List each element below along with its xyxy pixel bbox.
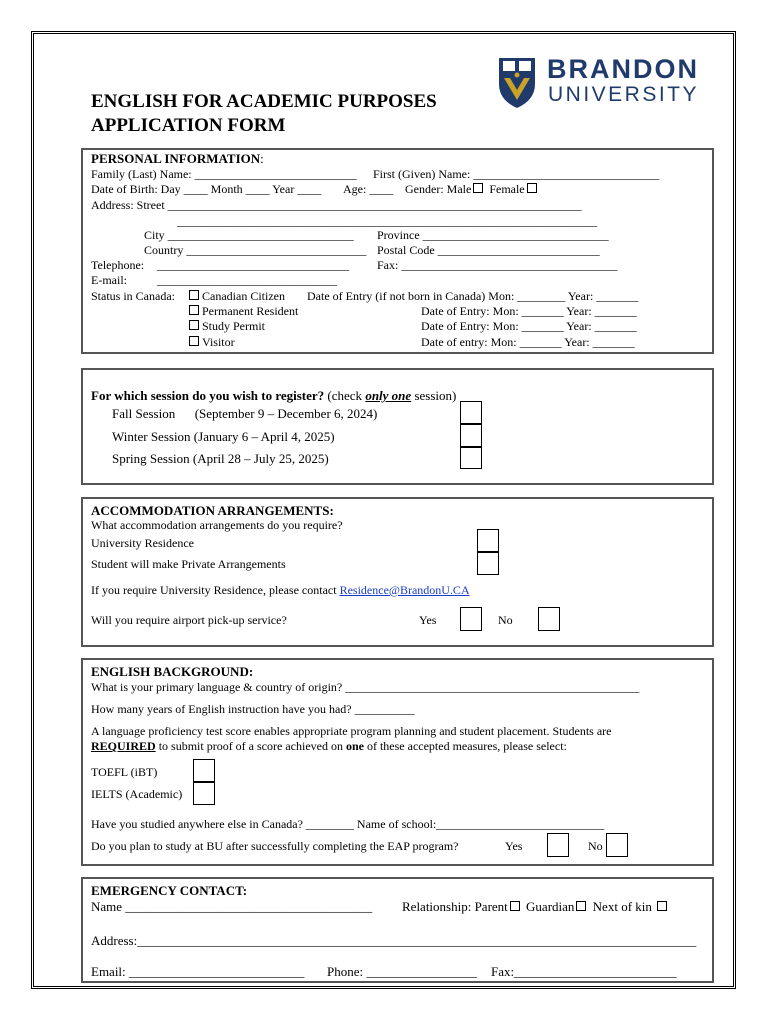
logo-brandon: BRANDON bbox=[547, 54, 699, 84]
dob-field[interactable]: Date of Birth: Day ____ Month ____ Year ____ bbox=[91, 182, 322, 196]
email-field[interactable]: ______________________________ bbox=[157, 273, 337, 287]
pickup-yes-label: Yes bbox=[419, 613, 437, 627]
proficiency-mid: to submit proof of a score achieved on bbox=[155, 739, 346, 753]
status-option-label: Permanent Resident bbox=[202, 304, 299, 318]
logo-university: UNIVERSITY bbox=[548, 83, 700, 106]
relationship-row bbox=[402, 899, 670, 914]
accommodation-heading: ACCOMMODATION ARRANGEMENTS: bbox=[91, 503, 334, 518]
required-text: REQUIRED bbox=[91, 739, 156, 753]
winter-session-checkbox[interactable] bbox=[460, 424, 482, 447]
emergency-phone-field[interactable]: Phone: _________________ bbox=[327, 964, 477, 979]
proficiency-text-line1: A language proficiency test score enables appropriate program planning and student placement. Students are bbox=[91, 724, 612, 738]
canadian-citizen-checkbox[interactable] bbox=[189, 290, 199, 300]
fall-session-checkbox[interactable] bbox=[460, 401, 482, 424]
residence-checkbox[interactable] bbox=[477, 529, 499, 552]
pickup-question: Will you require airport pick-up service? bbox=[91, 613, 287, 627]
status-entry-date[interactable]: Date of entry: Mon: _______ Year: _______ bbox=[421, 335, 635, 349]
province-field[interactable]: Province _______________________________ bbox=[377, 228, 609, 242]
pickup-yes-checkbox[interactable] bbox=[460, 607, 482, 631]
gender-label: Gender: Male bbox=[405, 182, 472, 196]
male-checkbox[interactable] bbox=[473, 183, 483, 193]
gender-row bbox=[405, 182, 540, 196]
guardian-checkbox[interactable] bbox=[576, 901, 586, 911]
permanent-resident-checkbox[interactable] bbox=[189, 305, 199, 315]
session-question-em: only one bbox=[365, 388, 412, 403]
plan-no-checkbox[interactable] bbox=[606, 833, 628, 857]
residence-email-link[interactable]: Residence@BrandonU.CA bbox=[339, 583, 470, 597]
street-field[interactable]: Address: Street _____________________________________________________________________ bbox=[91, 198, 582, 212]
form-title-line2: APPLICATION FORM bbox=[91, 115, 286, 136]
guardian-label: Guardian bbox=[526, 899, 575, 914]
family-name-field[interactable]: Family (Last) Name: ___________________________ bbox=[91, 167, 357, 181]
emergency-name-field[interactable]: Name ______________________________________ bbox=[91, 899, 373, 914]
telephone-field[interactable]: ________________________________ bbox=[157, 258, 349, 272]
address-line2-field[interactable]: ______________________________________________________________________ bbox=[177, 214, 597, 228]
plan-no-label: No bbox=[588, 839, 603, 853]
parent-checkbox[interactable] bbox=[510, 901, 520, 911]
private-arrangements-checkbox[interactable] bbox=[477, 552, 499, 575]
personal-info-heading bbox=[91, 151, 264, 166]
residence-contact bbox=[91, 583, 470, 597]
status-entry-date[interactable]: Date of Entry: Mon: _______ Year: _______ bbox=[421, 319, 637, 333]
private-option-label: Student will make Private Arrangements bbox=[91, 557, 286, 571]
pickup-no-label: No bbox=[498, 613, 513, 627]
personal-info-heading-colon: : bbox=[260, 151, 264, 166]
session-question-pre: (check bbox=[324, 388, 366, 403]
accommodation-question: What accommodation arrangements do you require? bbox=[91, 518, 343, 532]
session-section bbox=[81, 368, 714, 485]
proficiency-end: of these accepted measures, please select: bbox=[363, 739, 567, 753]
status-option-label: Study Permit bbox=[202, 319, 266, 333]
personal-info-heading-text: PERSONAL INFORMATION bbox=[91, 151, 261, 166]
proficiency-text-line2 bbox=[91, 739, 567, 753]
female-label: Female bbox=[489, 182, 525, 196]
status-option bbox=[187, 335, 235, 349]
city-field[interactable]: City _______________________________ bbox=[144, 228, 354, 242]
plan-yes-label: Yes bbox=[505, 839, 523, 853]
female-checkbox[interactable] bbox=[527, 183, 537, 193]
brandon-university-logo bbox=[495, 54, 705, 112]
pickup-no-checkbox[interactable] bbox=[538, 607, 560, 631]
status-entry-date[interactable]: Date of Entry (if not born in Canada) Mon: ________ Year: _______ bbox=[307, 289, 639, 303]
country-field[interactable]: Country ______________________________ bbox=[144, 243, 367, 257]
plan-yes-checkbox[interactable] bbox=[547, 833, 569, 857]
visitor-checkbox[interactable] bbox=[189, 336, 199, 346]
ielts-checkbox[interactable] bbox=[193, 782, 215, 805]
emergency-address-field[interactable]: Address:______________________________________________________________________________________ bbox=[91, 933, 697, 948]
status-label: Status in Canada: bbox=[91, 289, 175, 303]
form-title-line1: ENGLISH FOR ACADEMIC PURPOSES bbox=[91, 91, 437, 112]
fall-session-label: Fall Session (September 9 – December 6, 2024) bbox=[112, 406, 378, 421]
email-label: E-mail: bbox=[91, 273, 127, 287]
telephone-label: Telephone: bbox=[91, 258, 145, 272]
fax-field[interactable]: Fax: ____________________________________ bbox=[377, 258, 618, 272]
status-entry-date[interactable]: Date of Entry: Mon: _______ Year: _______ bbox=[421, 304, 637, 318]
toefl-label: TOEFL (iBT) bbox=[91, 765, 158, 779]
session-question-post: session) bbox=[411, 388, 457, 403]
next-of-kin-checkbox[interactable] bbox=[657, 901, 667, 911]
studied-in-canada-field[interactable]: Have you studied anywhere else in Canada? ________ Name of school:____________________________ bbox=[91, 817, 605, 831]
emergency-fax-field[interactable]: Fax:_________________________ bbox=[491, 964, 677, 979]
winter-session-label: Winter Session (January 6 – April 4, 2025) bbox=[112, 429, 335, 444]
ielts-label: IELTS (Academic) bbox=[91, 787, 183, 801]
spring-session-checkbox[interactable] bbox=[460, 447, 482, 469]
residence-option-label: University Residence bbox=[91, 536, 194, 550]
status-option bbox=[187, 289, 285, 303]
postal-code-field[interactable]: Postal Code ___________________________ bbox=[377, 243, 600, 257]
status-option-label: Canadian Citizen bbox=[202, 289, 285, 303]
spring-session-label: Spring Session (April 28 – July 25, 2025) bbox=[112, 451, 329, 466]
english-background-heading: ENGLISH BACKGROUND: bbox=[91, 664, 254, 679]
emergency-heading: EMERGENCY CONTACT: bbox=[91, 883, 248, 898]
session-question-bold: For which session do you wish to register? bbox=[91, 388, 325, 403]
first-name-field[interactable]: First (Given) Name: _______________________________ bbox=[373, 167, 660, 181]
plan-question: Do you plan to study at BU after successfully completing the EAP program? bbox=[91, 839, 459, 853]
relationship-label: Relationship: Parent bbox=[402, 899, 508, 914]
one-text: one bbox=[345, 739, 364, 753]
next-of-kin-label: Next of kin bbox=[592, 899, 652, 914]
crest-icon bbox=[495, 54, 539, 110]
residence-contact-text: If you require University Residence, please contact bbox=[91, 583, 340, 597]
status-option-label: Visitor bbox=[202, 335, 235, 349]
toefl-checkbox[interactable] bbox=[193, 759, 215, 782]
emergency-email-field[interactable]: Email: ___________________________ bbox=[91, 964, 305, 979]
session-question bbox=[91, 388, 456, 403]
status-option bbox=[187, 304, 298, 318]
status-option bbox=[187, 319, 265, 333]
years-english-field[interactable]: How many years of English instruction have you had? __________ bbox=[91, 702, 415, 716]
age-field[interactable]: Age: ____ bbox=[343, 182, 394, 196]
primary-language-field[interactable]: What is your primary language & country of origin? _________________________________________________ bbox=[91, 680, 640, 694]
study-permit-checkbox[interactable] bbox=[189, 320, 199, 330]
